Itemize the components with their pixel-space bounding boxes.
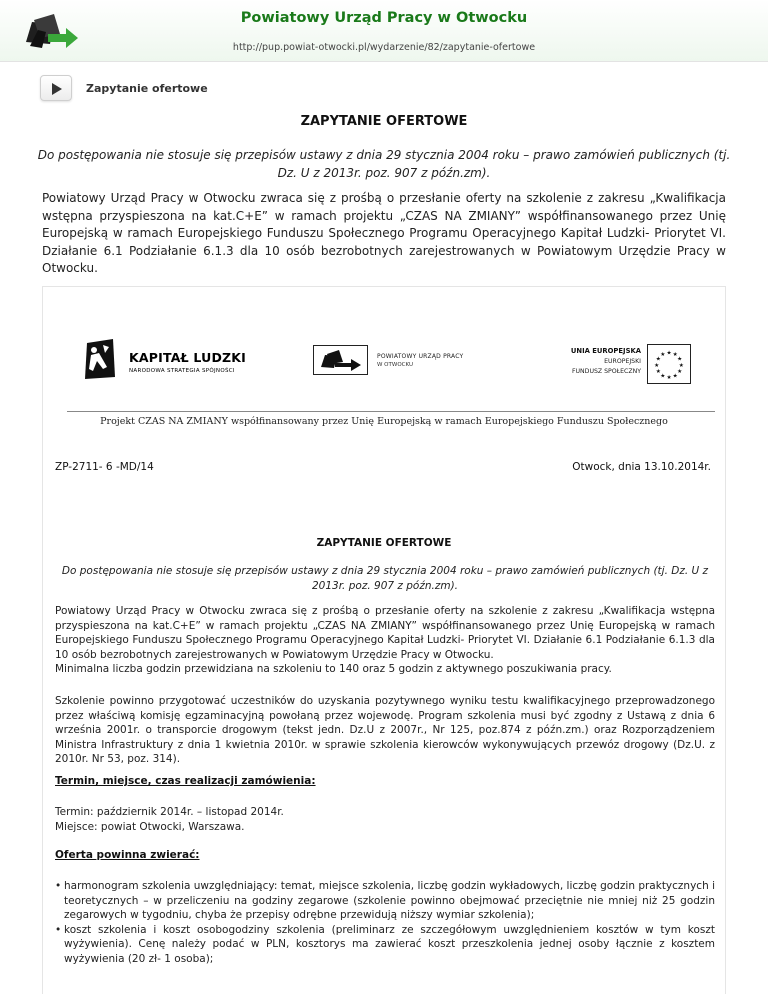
document-title: ZAPYTANIE OFERTOWE [316,537,452,549]
breadcrumb-label[interactable]: Zapytanie ofertowe [86,82,208,95]
document-legal-note: Do postępowania nie stosuje się przepisów ustawy z dnia 29 stycznia 2004 roku – prawo zamówień publicznych (tj. Dz. U z 2013r. poz. 907 z późn.zm). [61,565,709,592]
page-url: http://pup.powiat-otwocki.pl/wydarzenie/82/zapytanie-ofertowe [232,42,536,53]
pup-logo-box [313,345,368,375]
document-paragraph-1 [55,604,715,677]
pup-emblem-icon [319,349,363,371]
svg-text:★: ★ [678,362,684,369]
kapital-ludzki-title: KAPITAŁ LUDZKI [129,350,247,365]
site-header [0,0,768,62]
pup-logo-subtitle: W OTWOCKU [377,362,413,368]
svg-text:★: ★ [655,356,661,363]
document-hours-text: Minimalna liczba godzin przewidziana na szkoleniu to 140 oraz 5 godzin z aktywnego poszukiwania pracy. [55,663,612,675]
svg-text:★: ★ [655,369,661,376]
svg-text:★: ★ [660,352,666,359]
document-image [42,286,726,994]
ue-logo-title: UNIA EUROPEJSKA [570,347,641,355]
svg-text:★: ★ [672,352,678,359]
kapital-ludzki-subtitle: NARODOWA STRATEGIA SPÓJNOŚCI [129,368,235,374]
place-line: Miejsce: powiat Otwocki, Warszawa. [55,820,245,833]
document-paragraph-2: Szkolenie powinno przygotować uczestników do uzyskania pozytywnego wyniku testu kwalifikacyjnego przeprowadzonego przez właściwą komisję egzaminacyjną powołaną przez wojewodę. Program szkolenia musi być zgodny z Ustawą z dnia 6 września 2001r. o transporcie drogowym (tekst jedn. Dz.U z 2007r., Nr 125, poz.874 z późn.zm.) oraz Rozporządzeniem Ministra Infrastruktury z dnia 1 kwietnia 2010r. w sprawie szkolenia kierowców wykonywujących przewóz drogowy (Dz.U. z 2010r. Nr 53, poz. 314). [55,695,715,765]
project-footer-line: Projekt CZAS NA ZMIANY współfinansowany przez Unię Europejską w ramach Europejskiego Funduszu Społecznego [100,416,668,427]
breadcrumb-button[interactable] [40,75,72,101]
site-title[interactable]: Powiatowy Urząd Pracy w Otwocku [240,10,528,26]
pup-logo-title: POWIATOWY URZĄD PRACY [377,353,464,360]
section-heading-term: Termin, miejsce, czas realizacji zamówienia: [55,775,316,787]
ue-logo-line3: FUNDUSZ SPOŁECZNY [571,368,641,375]
kapital-ludzki-emblem-icon [85,339,115,379]
eu-flag-icon [647,344,691,384]
play-arrow-icon [52,83,62,95]
svg-text:★: ★ [677,369,683,376]
term-block [55,805,284,834]
list-item: • harmonogram szkolenia uwzględniający: temat, miejsce szkolenia, liczbę godzin wykładowych, liczbę godzin praktycznych i teoretycznych – w przeliczeniu na godziny zegarowe (szkolenie powinno obejmować przeciętnie nie mniej niż 25 godzin zegarowych w tygodniu, chyba że przepisy odrębne przewidują niższy wymiar szkolenia); [55,879,715,923]
term-line: Termin: październik 2014r. – listopad 2014r. [55,806,284,818]
header-divider [67,411,715,412]
svg-text:★: ★ [672,373,678,380]
svg-text:★: ★ [677,356,683,363]
list-item: • koszt szkolenia i koszt osobogodziny szkolenia (preliminarz ze szczegółowym uwzględnieniem kosztów w tym koszt wyżywienia). Cenę należy podać w PLN, kosztorys ma zawierać koszt przeszkolenia jednej osoby łącznie z kosztem wyżywienia (20 zł- 1 osoba); [55,923,715,967]
intro-paragraph: Powiatowy Urząd Pracy w Otwocku zwraca się z prośbą o przesłanie oferty na szkolenie z zakresu „Kwalifikacja wstępna przyspieszona na kat.C+E” w ramach projektu „CZAS NA ZMIANY” współfinansowanego przez Unię Europejską w ramach Europejskiego Funduszu Społecznego Programu Operacyjnego Kapitał Ludzki- Priorytet VI. Działanie 6.1 Podziałanie 6.1.3 dla 10 osób bezrobotnych zarejestrowanych w Powiatowym Urzędzie Pracy w Otwocku. [42,191,726,275]
ue-logo-line2: EUROPEJSKI [604,358,641,365]
document-paragraph-1-text: Powiatowy Urząd Pracy w Otwocku zwraca się z prośbą o przesłanie oferty na szkolenie z zakresu „Kwalifikacja wstępna przyspieszona na kat.C+E” w ramach projektu „CZAS NA ZMIANY” współfinansowanego przez Unię Europejską w ramach Europejskiego Funduszu Społecznego Programu Operacyjnego Kapitał Ludzki- Priorytet VI. Działanie 6.1 Podziałanie 6.1.3 dla 10 osób bezrobotnych zarejestrowanych w Powiatowym Urzędzie Pracy w Otwocku. [55,605,715,661]
section-heading-offer: Oferta powinna zwierać: [55,849,200,861]
svg-text:★: ★ [654,362,660,369]
legal-note: Do postępowania nie stosuje się przepisów ustawy z dnia 29 stycznia 2004 roku – prawo zamówień publicznych (tj. Dz. U z 2013r. poz. 907 z późn.zm). [37,148,731,180]
page-title: ZAPYTANIE OFERTOWE [300,114,468,129]
svg-text:★: ★ [666,350,672,357]
reference-number: ZP-2711- 6 -MD/14 [55,461,154,473]
svg-text:★: ★ [660,373,666,380]
offer-list [55,879,715,966]
document-date: Otwock, dnia 13.10.2014r. [572,461,711,473]
svg-text:★: ★ [666,375,672,382]
